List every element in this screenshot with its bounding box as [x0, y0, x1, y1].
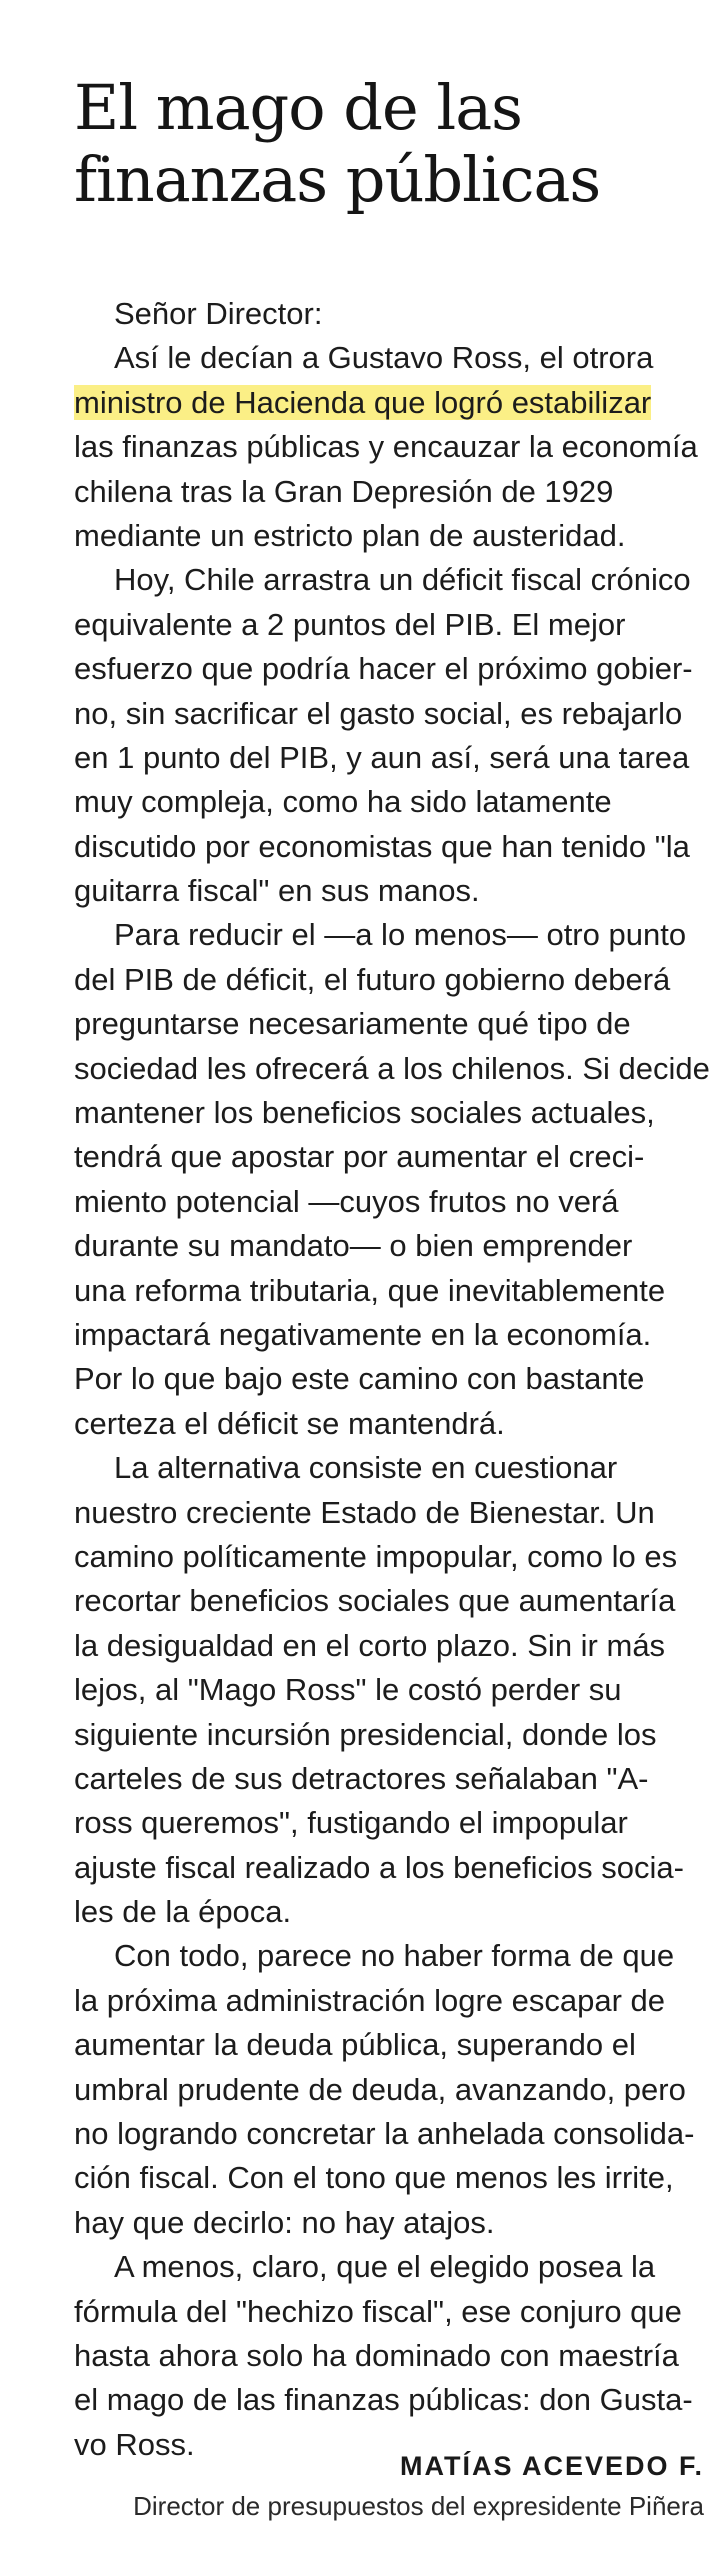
paragraph-line: vo Ross.: [74, 2426, 195, 2462]
paragraph-line: guitarra fiscal" en sus manos.: [74, 873, 480, 909]
paragraph-line: Hoy, Chile arrastra un déficit fiscal crónico: [114, 562, 691, 598]
paragraph-line: fórmula del "hechizo fiscal", ese conjuro que: [74, 2293, 682, 2329]
paragraph-line: carteles de sus detractores señalaban "A-: [74, 1760, 649, 1796]
headline-line: El mago de las: [74, 71, 522, 144]
paragraph-line: el mago de las finanzas públicas: don Gusta-: [74, 2382, 693, 2418]
author-title: Director de presupuestos del expresidente Piñera: [133, 2491, 704, 2521]
paragraph-line: durante su mandato— o bien emprender: [74, 1228, 633, 1264]
paragraph-line: mediante un estricto plan de austeridad.: [74, 517, 626, 553]
paragraph-line: Con todo, parece no haber forma de que: [114, 1938, 675, 1974]
paragraph-line: nuestro creciente Estado de Bienestar. Un: [74, 1494, 655, 1530]
paragraph-line: preguntarse necesariamente qué tipo de: [74, 1006, 631, 1042]
signature-block: [133, 2446, 704, 2526]
salutation: Señor Director:: [114, 296, 323, 331]
paragraph-line: Para reducir el —a lo menos— otro punto: [114, 917, 687, 953]
paragraph-line: Así le decían a Gustavo Ross, el otrora: [114, 340, 654, 376]
paragraph-line: la desigualdad en el corto plazo. Sin ir más: [74, 1627, 666, 1663]
paragraph-line: hay que decirlo: no hay atajos.: [74, 2204, 495, 2240]
paragraph-line: discutido por economistas que han tenido "la: [74, 828, 690, 864]
paragraph-line: en 1 punto del PIB, y aun así, será una tarea: [74, 739, 690, 775]
paragraph-line: impactará negativamente en la economía.: [74, 1316, 652, 1352]
paragraph-line: ross queremos", fustigando el impopular: [74, 1805, 628, 1841]
paragraph-line: Por lo que bajo este camino con bastante: [74, 1361, 645, 1397]
paragraph-line: La alternativa consiste en cuestionar: [114, 1450, 618, 1486]
paragraph-line: recortar beneficios sociales que aumentaría: [74, 1583, 676, 1619]
paragraph-line: les de la época.: [74, 1894, 292, 1930]
paragraph-line: ción fiscal. Con el tono que menos les irrite,: [74, 2160, 674, 2196]
paragraph-line: equivalente a 2 puntos del PIB. El mejor: [74, 606, 626, 642]
paragraph-line: aumentar la deuda pública, superando el: [74, 2027, 636, 2063]
paragraph-line: del PIB de déficit, el futuro gobierno deberá: [74, 961, 671, 997]
paragraph-line: miento potencial —cuyos frutos no verá: [74, 1183, 619, 1219]
paragraph-line: la próxima administración logre escapar de: [74, 1982, 666, 2018]
paragraph-line: A menos, claro, que el elegido posea la: [114, 2249, 656, 2285]
paragraph-line: hasta ahora solo ha dominado con maestría: [74, 2337, 679, 2373]
paragraph-line: lejos, al "Mago Ross" le costó perder su: [74, 1672, 622, 1708]
paragraph-line: ajuste fiscal realizado a los beneficios socia-: [74, 1849, 684, 1885]
highlighted-text: ministro de Hacienda que logró estabilizar: [74, 384, 652, 420]
paragraph-line: [74, 381, 700, 425]
headline-line: finanzas públicas: [74, 143, 601, 216]
paragraph-line: umbral prudente de deuda, avanzando, pero: [74, 2071, 686, 2107]
paragraph-line: no, sin sacrificar el gasto social, es rebajarlo: [74, 695, 683, 731]
paragraph-line: no logrando concretar la anhelada consolida-: [74, 2116, 695, 2152]
paragraph-line: muy compleja, como ha sido latamente: [74, 784, 612, 820]
headline: [74, 72, 694, 216]
paragraph-line: las finanzas públicas y encauzar la economía: [74, 429, 698, 465]
paragraph-line: tendrá que apostar por aumentar el creci-: [74, 1139, 645, 1175]
author-name: MATÍAS ACEVEDO F.: [399, 2451, 704, 2481]
paragraph-line: chilena tras la Gran Depresión de 1929: [74, 473, 614, 509]
paragraph-line: sociedad les ofrecerá a los chilenos. Si decide: [74, 1050, 710, 1086]
paragraph-line: mantener los beneficios sociales actuales,: [74, 1095, 655, 1131]
paragraph-line: una reforma tributaria, que inevitablemente: [74, 1272, 666, 1308]
paragraph-line: siguiente incursión presidencial, donde los: [74, 1716, 657, 1752]
paragraph-line: certeza el déficit se mantendrá.: [74, 1405, 505, 1441]
paragraph-line: camino políticamente impopular, como lo es: [74, 1538, 678, 1574]
letter-body: [74, 292, 710, 2467]
paragraph-line: esfuerzo que podría hacer el próximo gobier-: [74, 651, 693, 687]
